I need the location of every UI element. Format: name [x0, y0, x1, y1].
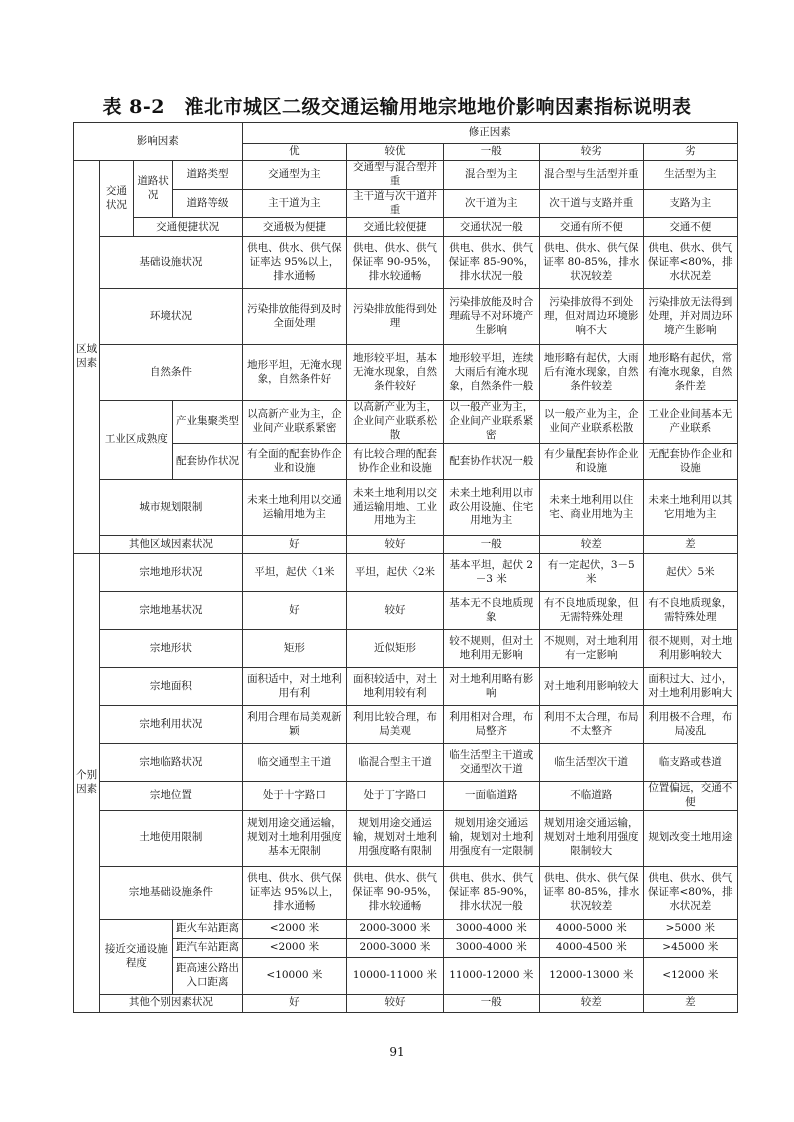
table-row: [74, 782, 738, 811]
cell: 较差: [539, 994, 643, 1012]
cell: 临生活型主干道或交通型次干道: [443, 744, 539, 782]
row-label: 宗地位置: [100, 782, 242, 811]
cell: 面积较适中，对土地利用较有利: [347, 668, 443, 706]
cell: 供电、供水、供气保证率达 95%以上，排水通畅: [242, 237, 347, 289]
cell: 不规则，对土地利用有一定影响: [539, 630, 643, 668]
cell: 以高新产业为主，企业间产业联系松散: [347, 401, 443, 444]
cell: 地形略有起伏，大雨后有淹水现象，自然条件较差: [539, 345, 643, 401]
cell: 主干道为主: [242, 189, 347, 218]
cell: 对土地利用影响较大: [539, 668, 643, 706]
cell: 配套协作状况一般: [443, 444, 539, 480]
row-label: 城市规划限制: [100, 480, 242, 536]
cell: 以一般产业为主，企业间产业联系紧密: [443, 401, 539, 444]
row-label: 宗地形状: [100, 630, 242, 668]
cell: 污染排放得不到处理，但对周边环境影响不大: [539, 289, 643, 345]
table-row: [74, 706, 738, 744]
cell: >45000 米: [643, 938, 737, 957]
cell: 差: [643, 536, 737, 554]
cell: 地形较平坦，连续大雨后有淹水现象，自然条件一般: [443, 345, 539, 401]
cell: 次干道为主: [443, 189, 539, 218]
cell: <12000 米: [643, 957, 737, 994]
cell: 对土地利用略有影响: [443, 668, 539, 706]
cell: 3000-4000 米: [443, 919, 539, 938]
page-number: 91: [389, 1045, 405, 1059]
table-row: [74, 189, 738, 218]
header-factor: 影响因素: [74, 123, 243, 161]
cell: 未来土地利用以住宅、商业用地为主: [539, 480, 643, 536]
row-label: 距高速公路出入口距离: [173, 957, 242, 994]
cell: 平坦，起伏〈1米: [242, 554, 347, 592]
row-label: 宗地地基状况: [100, 592, 242, 630]
row-label: 宗地基础设施条件: [100, 866, 242, 919]
table-row: [74, 218, 738, 237]
table-row: [74, 938, 738, 957]
cell: 交通状况一般: [443, 218, 539, 237]
cell: 污染排放能得到处理: [347, 289, 443, 345]
row-label: 自然条件: [100, 345, 242, 401]
cell: 10000-11000 米: [347, 957, 443, 994]
cell: 污染排放无法得到处理，并对周边环境产生影响: [643, 289, 737, 345]
cell: 混合型为主: [443, 161, 539, 190]
cell: 2000-3000 米: [347, 919, 443, 938]
cell: 利用比较合理，布局美观: [347, 706, 443, 744]
table-row: [74, 289, 738, 345]
table-row: [74, 630, 738, 668]
cell: 临交通型主干道: [242, 744, 347, 782]
cell: 较好: [347, 592, 443, 630]
table-row: [74, 554, 738, 592]
cell: 交通型与混合型并重: [347, 161, 443, 190]
cell: 交通比较便捷: [347, 218, 443, 237]
cell: 2000-3000 米: [347, 938, 443, 957]
header-level-1: 优: [242, 144, 347, 161]
cell: 利用不太合理，布局不太整齐: [539, 706, 643, 744]
table-title: 表 8-2 淮北市城区二级交通运输用地宗地地价影响因素指标说明表: [102, 96, 692, 118]
cell: 供电、供水、供气保证率 85-90%，排水状况一般: [443, 237, 539, 289]
cell: 供电、供水、供气保证率<80%，排水状况差: [643, 237, 737, 289]
cell: 未来土地利用以交通运输用地为主: [242, 480, 347, 536]
cell: 供电、供水、供气保证率达 95%以上，排水通畅: [242, 866, 347, 919]
cell: 交通极为便捷: [242, 218, 347, 237]
cell: 一般: [443, 536, 539, 554]
cell: 基本无不良地质现象: [443, 592, 539, 630]
row-label: 宗地面积: [100, 668, 242, 706]
cell: 工业企业间基本无产业联系: [643, 401, 737, 444]
cell: 有比较合理的配套协作企业和设施: [347, 444, 443, 480]
header-correction: 修正因素: [242, 123, 737, 144]
cell: 交通不便: [643, 218, 737, 237]
row-label: 道路类型: [173, 161, 242, 190]
cell: 临支路或巷道: [643, 744, 737, 782]
table-row: [74, 810, 738, 866]
cell: 生活型为主: [643, 161, 737, 190]
row-label: 交通便捷状况: [133, 218, 242, 237]
header-level-4: 较劣: [539, 144, 643, 161]
cell: >5000 米: [643, 919, 737, 938]
table-row: [74, 401, 738, 444]
cell: 交通有所不便: [539, 218, 643, 237]
cell: 供电、供水、供气保证率 90-95%，排水较通畅: [347, 866, 443, 919]
cell: 未来土地利用以交通运输用地、工业用地为主: [347, 480, 443, 536]
cell: 地形平坦，无淹水现象，自然条件好: [242, 345, 347, 401]
cell: 规划改变土地用途: [643, 810, 737, 866]
cell: <2000 米: [242, 919, 347, 938]
cell: 面积适中，对土地利用有利: [242, 668, 347, 706]
row-label: 其他区域因素状况: [100, 536, 242, 554]
cell: 好: [242, 994, 347, 1012]
row-label: 土地使用限制: [100, 810, 242, 866]
row-label: 环境状况: [100, 289, 242, 345]
cell: 不临道路: [539, 782, 643, 811]
cell: 有一定起伏，3－5 米: [539, 554, 643, 592]
cell: 供电、供水、供气保证率<80%，排水状况差: [643, 866, 737, 919]
cell: 较差: [539, 536, 643, 554]
cell: 临混合型主干道: [347, 744, 443, 782]
cell: 混合型与生活型并重: [539, 161, 643, 190]
cell: 临生活型次干道: [539, 744, 643, 782]
table-row: [74, 592, 738, 630]
table-row: [74, 536, 738, 554]
table-row: [74, 957, 738, 994]
row-label: 道路等级: [173, 189, 242, 218]
table-row: [74, 480, 738, 536]
cell: 供电、供水、供气保证率 80-85%，排水状况较差: [539, 866, 643, 919]
cell: 处于丁字路口: [347, 782, 443, 811]
table-row: [74, 744, 738, 782]
cell: 利用相对合理，布局整齐: [443, 706, 539, 744]
row-label: 配套协作状况: [173, 444, 242, 480]
group-traffic: 交通状况: [100, 161, 134, 237]
row-label: 产业集聚类型: [173, 401, 242, 444]
cell: 平坦，起伏〈2米: [347, 554, 443, 592]
cell: 主干道与次干道并重: [347, 189, 443, 218]
cell: 一般: [443, 994, 539, 1012]
cell: 3000-4000 米: [443, 938, 539, 957]
cell: 有不良地质现象，但无需特殊处理: [539, 592, 643, 630]
cell: 4000-5000 米: [539, 919, 643, 938]
table-row: [74, 994, 738, 1012]
row-label: 距汽车站距离: [173, 938, 242, 957]
cell: 4000-4500 米: [539, 938, 643, 957]
cell: 地形略有起伏，常有淹水现象，自然条件差: [643, 345, 737, 401]
cell: 较不规则，但对土地利用无影响: [443, 630, 539, 668]
cell: 有少量配套协作企业和设施: [539, 444, 643, 480]
group-individual: 个别因素: [74, 554, 100, 1013]
cell: 12000-13000 米: [539, 957, 643, 994]
group-transit: 接近交通设施程度: [100, 919, 173, 994]
cell: 有不良地质现象，需特殊处理: [643, 592, 737, 630]
cell: 处于十字路口: [242, 782, 347, 811]
group-regional: 区域因素: [74, 161, 100, 554]
row-label: 距火车站距离: [173, 919, 242, 938]
cell: 污染排放能得到及时全面处理: [242, 289, 347, 345]
header-level-2: 较优: [347, 144, 443, 161]
table-row: [74, 345, 738, 401]
row-label: 宗地临路状况: [100, 744, 242, 782]
cell: 位置偏远，交通不便: [643, 782, 737, 811]
cell: 近似矩形: [347, 630, 443, 668]
cell: 污染排放能及时合理疏导不对环境产生影响: [443, 289, 539, 345]
cell: 未来土地利用以其它用地为主: [643, 480, 737, 536]
row-label: 基础设施状况: [100, 237, 242, 289]
factor-table: [73, 122, 738, 1013]
cell: 规划用途交通运输，规划对土地利用强度略有限制: [347, 810, 443, 866]
cell: 供电、供水、供气保证率 85-90%，排水状况一般: [443, 866, 539, 919]
cell: 很不规则，对土地利用影响较大: [643, 630, 737, 668]
cell: 一面临道路: [443, 782, 539, 811]
cell: 利用极不合理，布局凌乱: [643, 706, 737, 744]
table-row: [74, 161, 738, 190]
cell: 差: [643, 994, 737, 1012]
table-row: [74, 444, 738, 480]
cell: 较好: [347, 994, 443, 1012]
cell: 支路为主: [643, 189, 737, 218]
group-road: 道路状况: [133, 161, 173, 218]
cell: 以高新产业为主，企业间产业联系紧密: [242, 401, 347, 444]
row-label: 宗地地形状况: [100, 554, 242, 592]
cell: <10000 米: [242, 957, 347, 994]
cell: 基本平坦，起伏 2－3 米: [443, 554, 539, 592]
cell: 较好: [347, 536, 443, 554]
cell: 矩形: [242, 630, 347, 668]
cell: 好: [242, 592, 347, 630]
cell: 交通型为主: [242, 161, 347, 190]
cell: 未来土地利用以市政公用设施、住宅用地为主: [443, 480, 539, 536]
group-industry: 工业区成熟度: [100, 401, 173, 480]
cell: 地形较平坦，基本无淹水现象，自然条件较好: [347, 345, 443, 401]
cell: 无配套协作企业和设施: [643, 444, 737, 480]
cell: 供电、供水、供气保证率 90-95%，排水较通畅: [347, 237, 443, 289]
cell: 好: [242, 536, 347, 554]
cell: 11000-12000 米: [443, 957, 539, 994]
cell: 面积过大、过小，对土地利用影响大: [643, 668, 737, 706]
cell: 供电、供水、供气保证率 80-85%，排水状况较差: [539, 237, 643, 289]
cell: 有全面的配套协作企业和设施: [242, 444, 347, 480]
cell: 次干道与支路并重: [539, 189, 643, 218]
header-level-3: 一般: [443, 144, 539, 161]
cell: <2000 米: [242, 938, 347, 957]
cell: 规划用途交通运输，规划对土地利用强度限制较大: [539, 810, 643, 866]
table-row: [74, 919, 738, 938]
table-row: [74, 866, 738, 919]
row-label: 其他个别因素状况: [100, 994, 242, 1012]
cell: 规划用途交通运输，规划对土地利用强度基本无限制: [242, 810, 347, 866]
table-row: [74, 237, 738, 289]
table-row: [74, 668, 738, 706]
row-label: 宗地利用状况: [100, 706, 242, 744]
header-level-5: 劣: [643, 144, 737, 161]
cell: 规划用途交通运输，规划对土地利用强度有一定限制: [443, 810, 539, 866]
cell: 以一般产业为主，企业间产业联系松散: [539, 401, 643, 444]
cell: 起伏〉5米: [643, 554, 737, 592]
cell: 利用合理布局美观新颖: [242, 706, 347, 744]
